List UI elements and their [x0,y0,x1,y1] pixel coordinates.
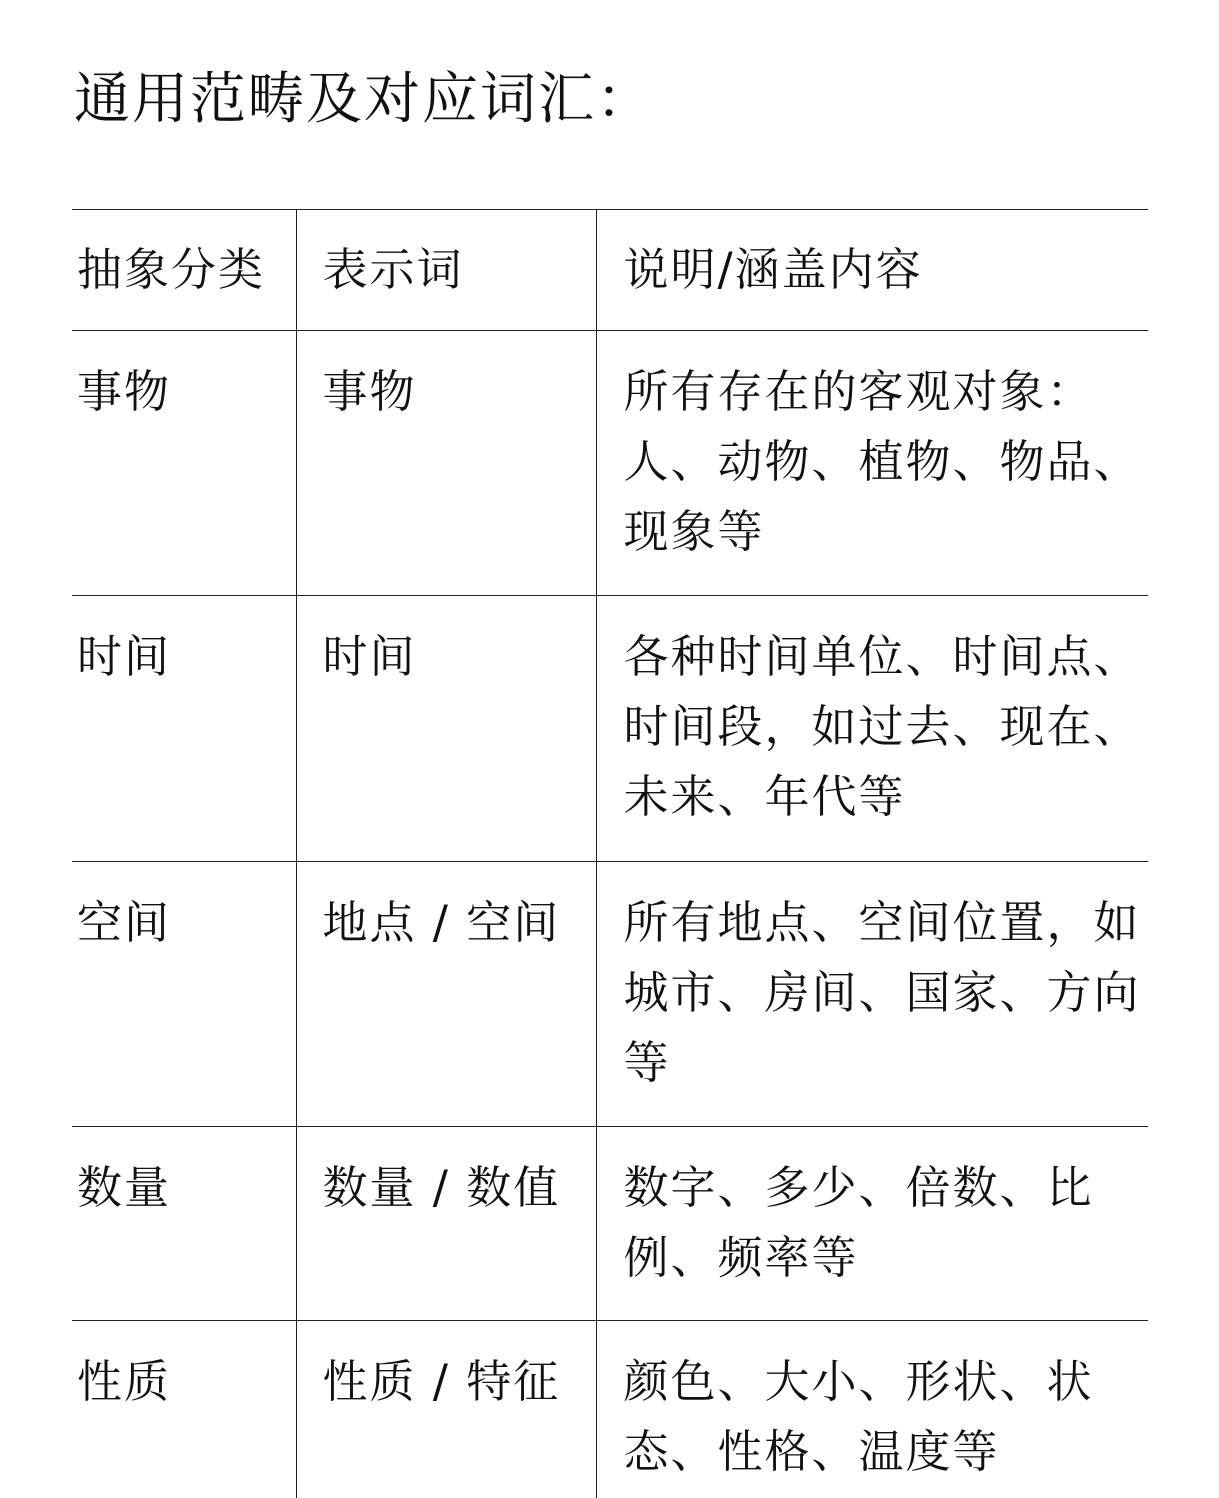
category-text: 事物 [77,365,172,418]
term-cell [296,331,596,596]
header-cell-description [596,210,1148,331]
header-term-label: 表示词 [322,243,464,296]
description-text: 数字、多少、倍数、比例、频率等 [623,1161,1094,1284]
page-title: 通用范畴及对应词汇： [74,67,654,132]
category-cell [72,1321,296,1498]
description-cell [596,1321,1148,1498]
category-table [72,209,1148,1498]
category-text: 时间 [77,630,172,683]
category-text: 数量 [77,1161,172,1214]
term-text: 地点 / 空间 [322,896,561,949]
table-row [72,1127,1148,1321]
description-cell [596,862,1148,1127]
term-text: 时间 [322,630,417,683]
description-cell [596,1127,1148,1321]
description-text: 所有地点、空间位置，如城市、房间、国家、方向等 [623,896,1141,1089]
term-text: 性质 / 特征 [322,1355,561,1408]
description-text: 颜色、大小、形状、状态、性格、温度等 [623,1355,1094,1478]
table-row [72,1321,1148,1498]
category-table-container[interactable] [72,209,1148,1498]
description-text: 所有存在的客观对象：人、动物、植物、物品、现象等 [623,365,1141,558]
category-cell [72,1127,296,1321]
term-cell [296,596,596,862]
header-description-label: 说明/涵盖内容 [623,243,923,296]
table-header-row [72,210,1148,331]
description-cell [596,596,1148,862]
header-cell-term [296,210,596,331]
table-row [72,331,1148,596]
description-text: 各种时间单位、时间点、时间段，如过去、现在、未来、年代等 [623,630,1141,823]
category-cell [72,862,296,1127]
category-text: 空间 [77,896,172,949]
term-cell [296,862,596,1127]
category-cell [72,331,296,596]
header-category-label: 抽象分类 [77,243,266,296]
term-cell [296,1127,596,1321]
table-row [72,596,1148,862]
description-cell [596,331,1148,596]
term-text: 数量 / 数值 [322,1161,561,1214]
category-text: 性质 [77,1355,172,1408]
header-cell-category [72,210,296,331]
category-cell [72,596,296,862]
table-row [72,862,1148,1127]
term-text: 事物 [322,365,417,418]
term-cell [296,1321,596,1498]
